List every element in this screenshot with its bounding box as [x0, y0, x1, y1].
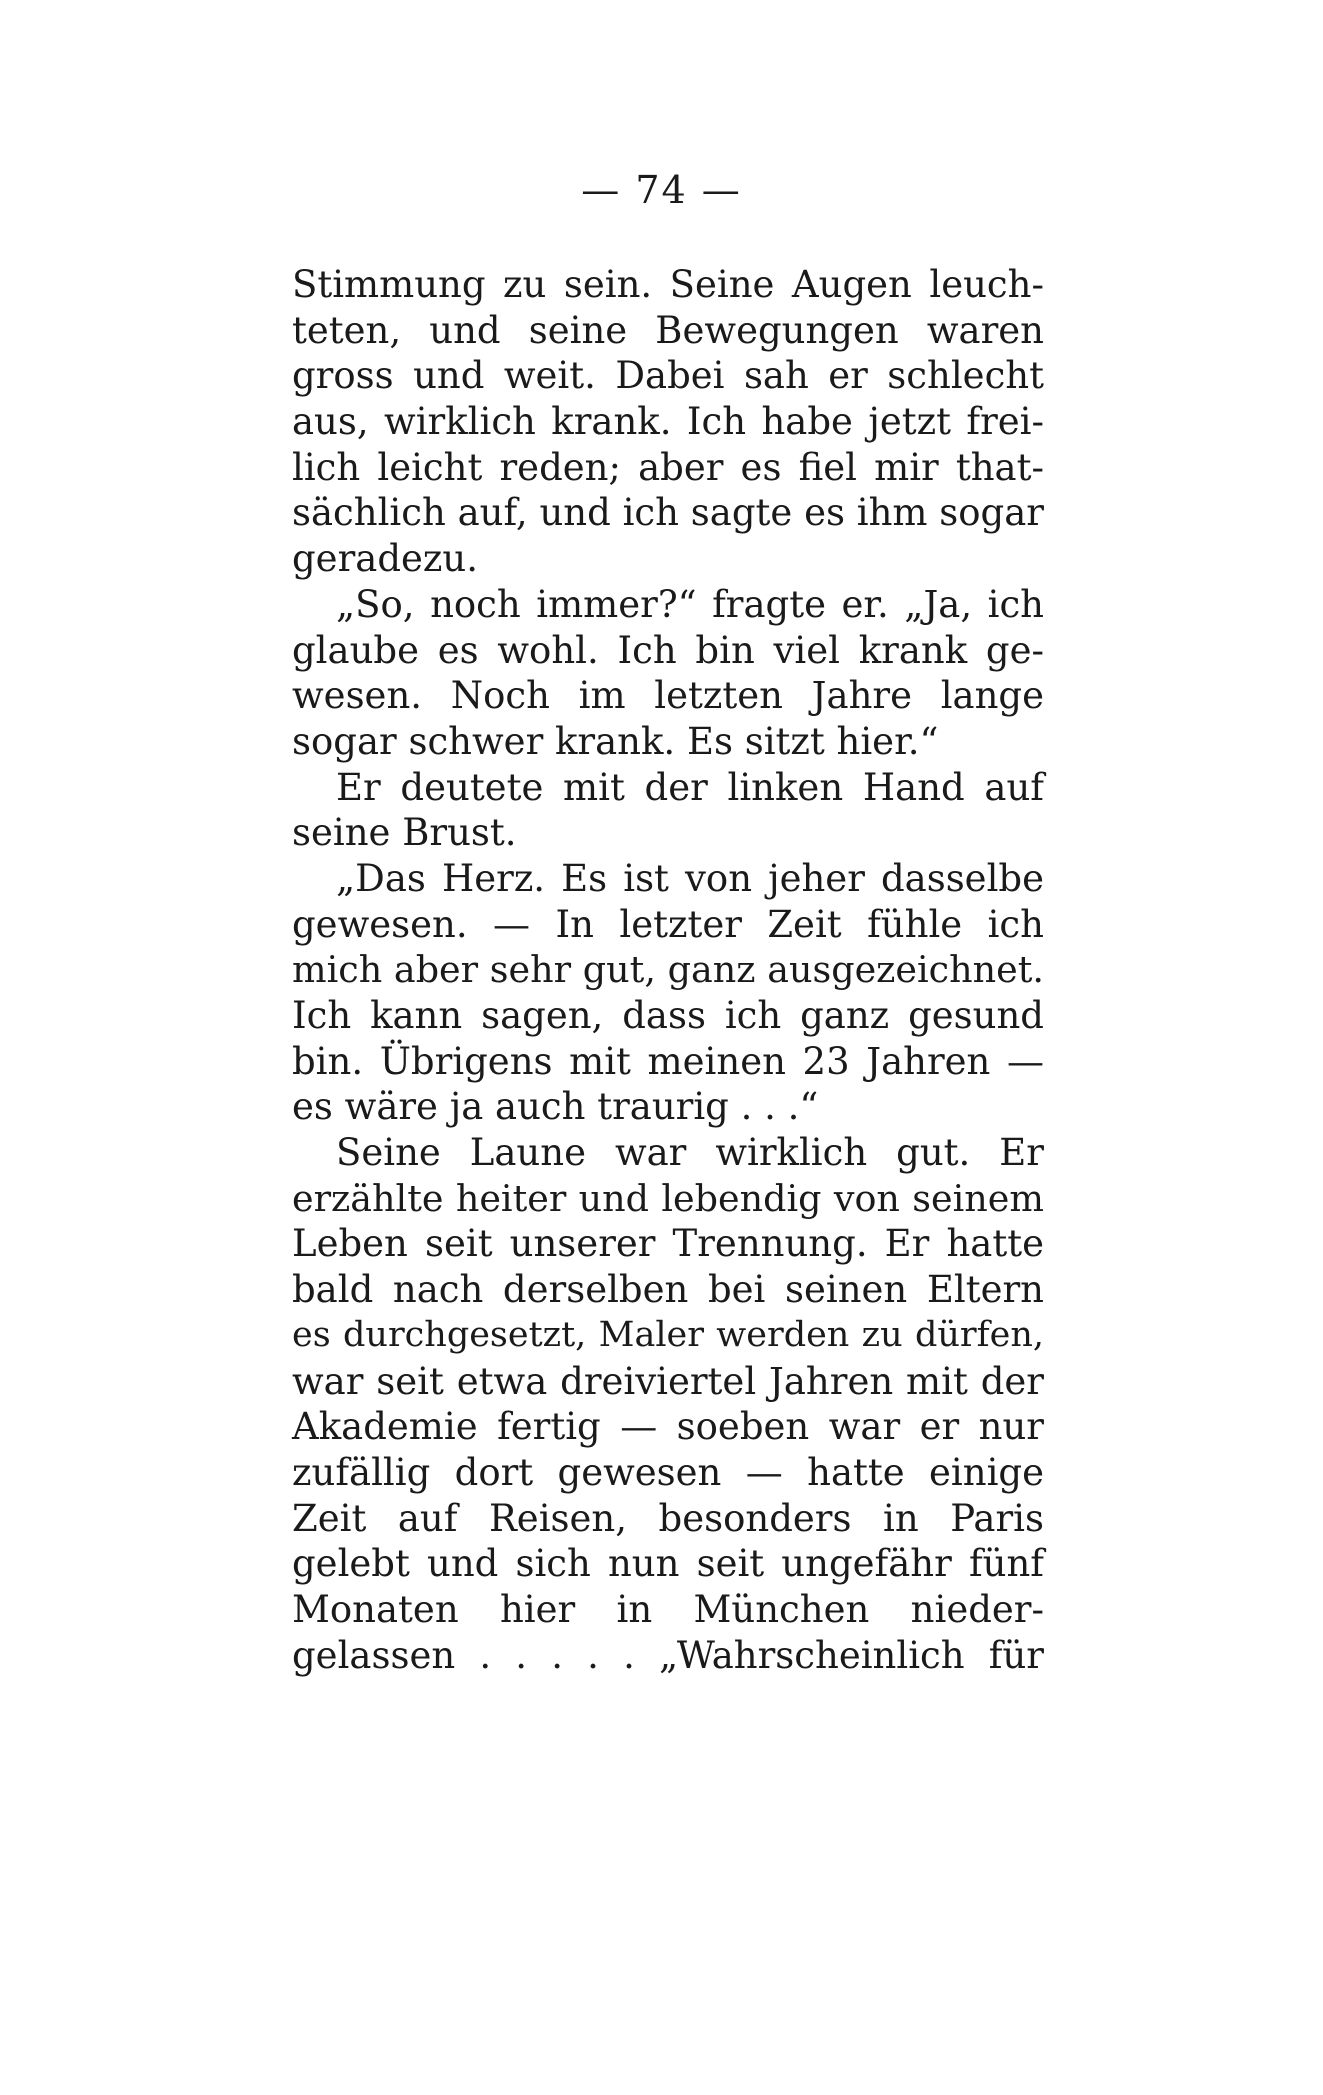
text-line: „Das Herz. Es ist von jeher dasselbe: [336, 856, 1044, 900]
text-line: sogar schwer krank. Es sitzt hier.“: [292, 719, 939, 763]
text-line: war seit etwa dreiviertel Jahren mit der: [292, 1359, 1044, 1403]
text-line: bald nach derselben bei seinen Eltern: [292, 1268, 1044, 1312]
text-line: Zeit auf Reisen, besonders in Paris: [292, 1496, 1044, 1540]
text-line: „So, noch immer?“ fragte er. „Ja, ich: [336, 582, 1044, 626]
text-line: Er deutete mit der linken Hand auf: [336, 765, 1044, 809]
text-line: zufällig dort gewesen — hatte einige: [292, 1450, 1044, 1494]
text-line: geradezu.: [292, 537, 478, 581]
text-line: Akademie fertig — soeben war er nur: [292, 1405, 1044, 1449]
text-line: Leben seit unserer Trennung. Er hatte: [292, 1222, 1044, 1266]
text-line: Seine Laune war wirklich gut. Er: [336, 1131, 1044, 1175]
text-line: lich leicht reden; aber es fiel mir that-: [292, 445, 1044, 489]
text-line: gelebt und sich nun seit ungefähr fünf: [292, 1542, 1044, 1586]
text-line: es durchgesetzt, Maler werden zu dürfen,: [292, 1314, 1044, 1355]
body-text: [292, 262, 1044, 1678]
text-line: Monaten hier in München nieder-: [292, 1587, 1044, 1631]
text-line: seine Brust.: [292, 811, 517, 855]
text-line: bin. Übrigens mit meinen 23 Jahren —: [292, 1039, 1044, 1083]
page-number: — 74 —: [581, 168, 742, 212]
text-line: gewesen. — In letzter Zeit fühle ich: [292, 902, 1044, 946]
text-line: gross und weit. Dabei sah er schlecht: [292, 354, 1044, 398]
text-line: es wäre ja auch traurig . . .“: [292, 1085, 819, 1129]
text-line: teten, und seine Bewegungen waren: [292, 308, 1044, 352]
text-line: wesen. Noch im letzten Jahre lange: [292, 674, 1044, 718]
text-line: sächlich auf, und ich sagte es ihm sogar: [292, 491, 1044, 535]
text-line: Ich kann sagen, dass ich ganz gesund: [292, 994, 1044, 1037]
text-line: erzählte heiter und lebendig von seinem: [292, 1176, 1044, 1220]
text-line: gelassen . . . . . „Wahrscheinlich für: [292, 1633, 1044, 1677]
text-line: aus, wirklich krank. Ich habe jetzt frei-: [292, 400, 1044, 444]
text-line: mich aber sehr gut, ganz ausgezeichnet.: [292, 948, 1044, 992]
text-line: Stimmung zu sein. Seine Augen leuch-: [292, 263, 1044, 306]
text-line: glaube es wohl. Ich bin viel krank ge-: [292, 628, 1044, 672]
